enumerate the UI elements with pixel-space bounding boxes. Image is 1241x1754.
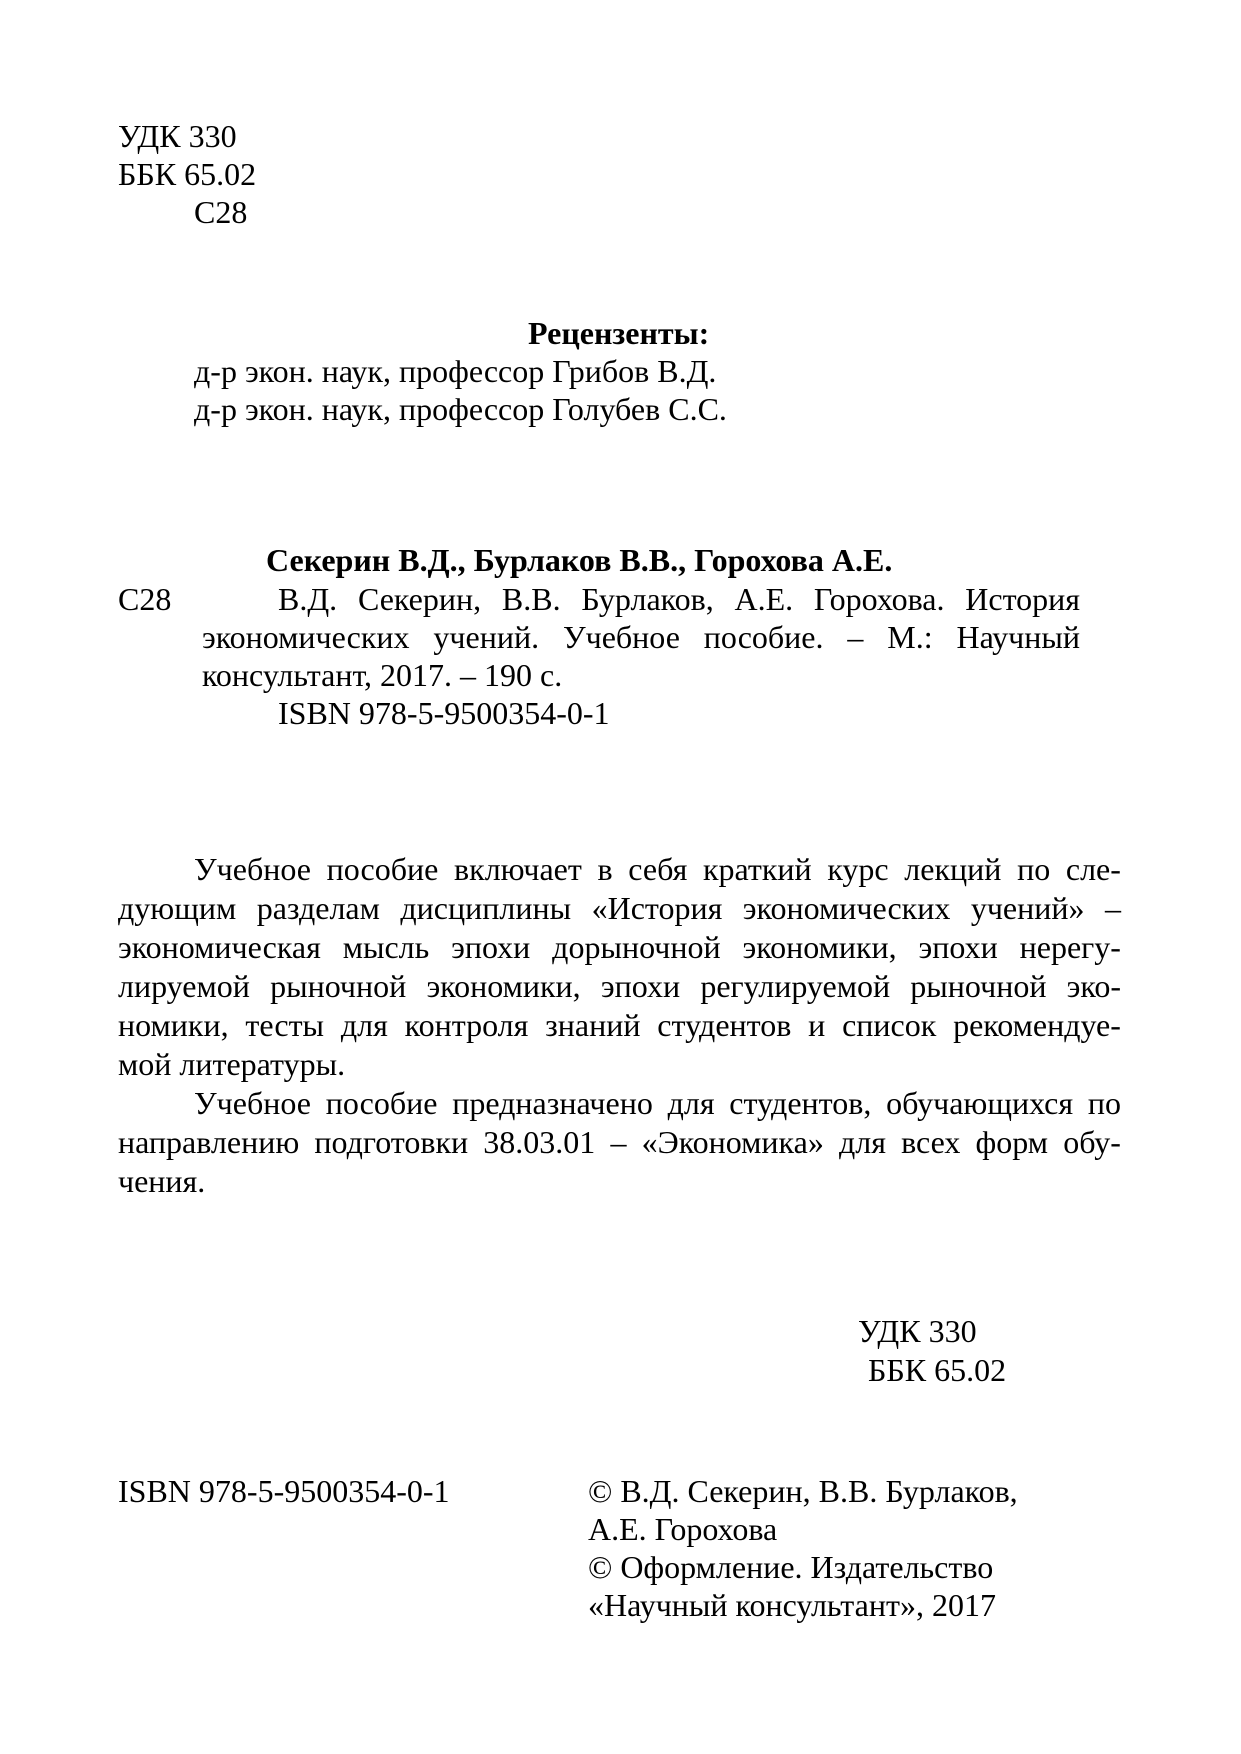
bbk-code: ББК 65.02	[118, 156, 257, 192]
author-mark: С28	[194, 194, 248, 230]
reviewer-item: д-р экон. наук, профессор Грибов В.Д.	[194, 353, 717, 389]
word: учений.	[433, 619, 540, 655]
word: пособие.	[703, 619, 824, 655]
word: М.:	[887, 619, 933, 655]
word: по	[1087, 1085, 1121, 1121]
word: рыночной	[270, 968, 407, 1004]
abstract-line	[118, 1162, 1121, 1201]
udk-code: УДК 330	[118, 118, 237, 154]
record-code: С28	[118, 581, 172, 617]
copyright-block	[588, 1472, 1018, 1624]
word: направлению	[118, 1124, 300, 1160]
abstract-line	[118, 928, 1121, 967]
word: экономики,	[426, 968, 581, 1004]
word: мой литературы.	[118, 1046, 346, 1082]
word: контроля	[404, 1007, 529, 1043]
word: чения.	[118, 1163, 206, 1199]
word: знаний	[545, 1007, 641, 1043]
word: «Экономика»	[641, 1124, 824, 1160]
word: студентов	[657, 1007, 792, 1043]
word: для	[667, 1085, 715, 1121]
word: лекций	[904, 851, 1002, 887]
word: Научный	[956, 619, 1080, 655]
word: лируемой	[118, 968, 250, 1004]
abstract-line	[118, 1045, 1121, 1084]
word: эко-	[1066, 968, 1121, 1004]
word: курс	[827, 851, 889, 887]
word: сле-	[1065, 851, 1121, 887]
word: 38.03.01	[483, 1124, 596, 1160]
word: нерегу-	[1019, 929, 1121, 965]
word: пособие	[326, 851, 439, 887]
authors-heading: Секерин В.Д., Бурлаков В.В., Горохова А.Е.	[266, 542, 893, 578]
word: обучающихся	[886, 1085, 1074, 1121]
copyright-line: © Оформление. Издательство	[588, 1549, 994, 1585]
word: дорыночной	[552, 929, 721, 965]
copyright-line: А.Е. Горохова	[588, 1511, 778, 1547]
word: консультант, 2017. – 190 с.	[202, 657, 563, 693]
word: рекомендуе-	[953, 1007, 1121, 1043]
word: для	[340, 1007, 388, 1043]
word: включает	[454, 851, 582, 887]
word: эпохи	[918, 929, 998, 965]
word: рыночной	[910, 968, 1047, 1004]
abstract-line	[118, 1006, 1121, 1045]
abstract-line	[118, 1084, 1121, 1123]
word: номики,	[118, 1007, 229, 1043]
bbk-code: ББК 65.02	[868, 1352, 1007, 1388]
word: пособие	[325, 1085, 438, 1121]
word: Секерин,	[357, 581, 482, 617]
word: мысль	[342, 929, 430, 965]
word: для	[838, 1124, 886, 1160]
word: Учебное	[194, 1085, 311, 1121]
word: История	[965, 581, 1080, 617]
word: тесты	[245, 1007, 325, 1043]
word: всех	[901, 1124, 961, 1160]
word: –	[1104, 890, 1121, 926]
copyright-line: © В.Д. Секерин, В.В. Бурлаков,	[588, 1473, 1018, 1509]
word: эпохи	[600, 968, 681, 1004]
word: разделам	[256, 890, 380, 926]
word: форм	[975, 1124, 1049, 1160]
word: Бурлаков,	[581, 581, 714, 617]
word: предназначено	[452, 1085, 653, 1121]
isbn-record: ISBN 978-5-9500354-0-1	[278, 695, 610, 731]
classification-top	[118, 117, 256, 231]
bibliographic-description	[202, 580, 1080, 694]
word: учений»	[970, 890, 1085, 926]
word: список	[842, 1007, 937, 1043]
word: –	[610, 1124, 627, 1160]
word: В.В.	[501, 581, 561, 617]
word: экономическая	[118, 929, 321, 965]
reviewer-item: д-р экон. наук, профессор Голубев С.С.	[194, 391, 727, 427]
classification-bottom	[858, 1312, 1006, 1390]
word: А.Е.	[734, 581, 794, 617]
abstract	[118, 850, 1121, 1201]
word: в	[597, 851, 613, 887]
word: дисциплины	[400, 890, 572, 926]
biblio-line	[202, 656, 1080, 694]
word: –	[847, 619, 864, 655]
word: «История	[591, 890, 723, 926]
word: В.Д.	[278, 581, 338, 617]
copyright-line: «Научный консультант», 2017	[588, 1587, 996, 1623]
word: дующим	[118, 890, 237, 926]
word: регулируемой	[700, 968, 891, 1004]
biblio-line	[202, 618, 1080, 656]
word: студентов,	[729, 1085, 872, 1121]
biblio-line	[202, 580, 1080, 618]
abstract-line	[118, 967, 1121, 1006]
reviewers-title: Рецензенты:	[528, 315, 710, 351]
word: экономических	[202, 619, 410, 655]
word: краткий	[702, 851, 812, 887]
isbn-footer: ISBN 978-5-9500354-0-1	[118, 1473, 450, 1509]
word: обу-	[1063, 1124, 1121, 1160]
word: экономики,	[742, 929, 897, 965]
word: по	[1017, 851, 1051, 887]
word: подготовки	[314, 1124, 469, 1160]
word: и	[808, 1007, 826, 1043]
abstract-line	[118, 1123, 1121, 1162]
word: Учебное	[562, 619, 680, 655]
word: эпохи	[451, 929, 531, 965]
udk-code: УДК 330	[858, 1313, 977, 1349]
word: Горохова.	[813, 581, 945, 617]
word: Учебное	[194, 851, 311, 887]
word: себя	[628, 851, 688, 887]
abstract-line	[118, 850, 1121, 889]
word: экономических	[742, 890, 951, 926]
abstract-line	[118, 889, 1121, 928]
